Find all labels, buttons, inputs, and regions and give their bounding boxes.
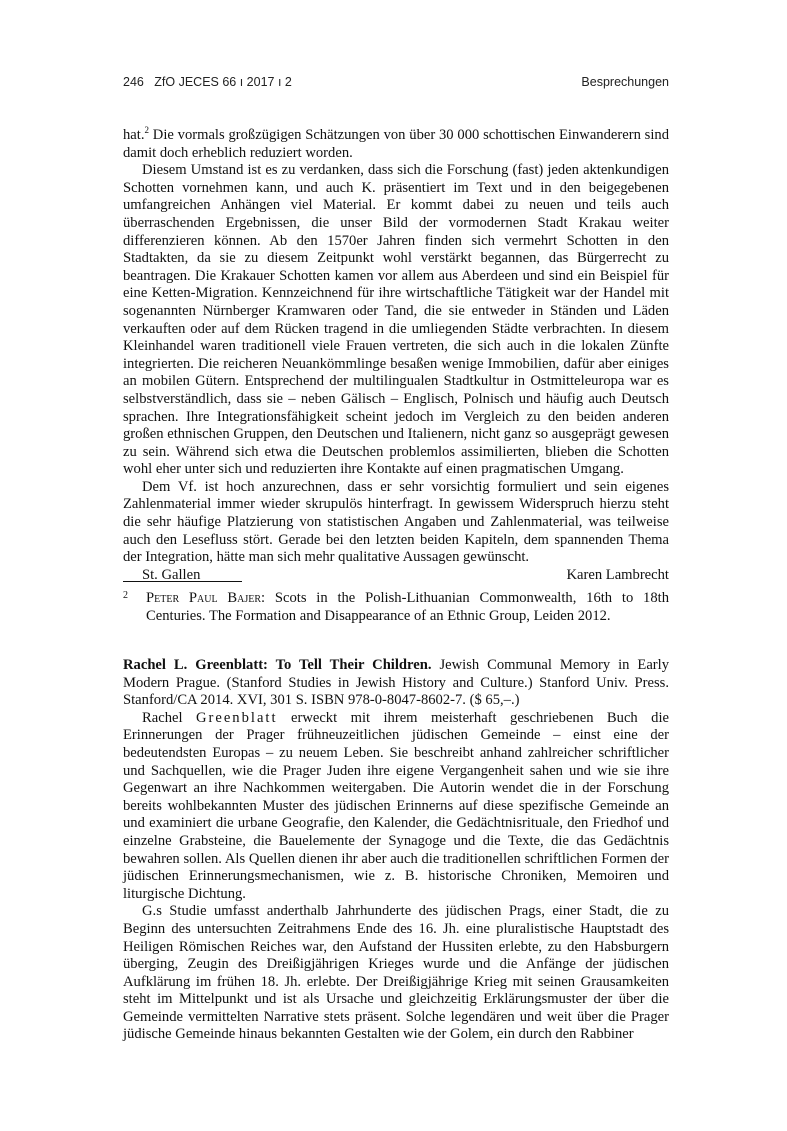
paragraph — [123, 127, 669, 162]
text-span: hat. — [123, 127, 145, 143]
footnote-text — [146, 590, 669, 625]
paragraph: G.s Studie umfasst anderthalb Jahrhunderte des jüdischen Prags, einer Stadt, die zu Beginn des untersuchten Zeitrahmens Ende des 16. Jh. eine pluralistische Hauptstadt des Heiligen Römischen Reiches war, den Aufstand der Hussiten erlebte, zu den Habsburgern überging, Zeugin des Dreißigjährigen Krieges wurde und die Anfänge der jüdischen Aufklärung im frühen 18. Jh. erlebte. Der Dreißigjährige Krieg mit seinen Grausamkeiten steht im Mittelpunkt und ist als Ursache und gleichzeitig Erklärungsmuster der über die Gemeinde vermittelten Narrative stets präsent. Solche legendären und weit über die Prager jüdische Gemeinde hinaus bekannten Gestalten wie der Golem, ein durch den Rabbiner — [123, 903, 669, 1043]
header-left — [123, 75, 292, 89]
footnote — [123, 590, 669, 625]
paragraph: Diesem Umstand ist es zu verdanken, dass sich die Forschung (fast) jeden aktenkundigen Schotten vornehmen kann, und auch K. präsentiert im Text und in den beigegebenen umfangreichen Anhängen viel Material. Er kommt dabei zu neuen und teils auch überraschenden Ergebnissen, die unser Bild der vormodernen Stadt Krakau weiter differenzieren können. Ab den 1570er Jahren finden sich vermehrt Schotten in den Stadtakten, da sie zu diesem Zeitpunkt wohl verstärkt begannen, das Bürgerrecht zu beantragen. Die Krakauer Schotten kamen vor allem aus Aberdeen und sind ein Beispiel für eine Ketten-Migration. Kennzeichnend für ihre wirtschaftliche Tätigkeit war der Handel mit sogenannten Nürnberger Kramwaren oder Tand, die sie entweder in Ständen und Läden verkauften oder auf dem Rücken tragend in die umliegenden Städte verbrachten. In diesem Kleinhandel waren traditionell viele Frauen vertreten, die sich auch in die lokalen Zünfte integrierten. Die reicheren Neuankömmlinge besaßen wenige Immobilien, dafür aber einiges an mobilen Gütern. Entsprechend der multilingualen Stadtkultur in Ostmitteleuropa war es selbstverständlich, dass sie – neben Gälisch – Englisch, Polnisch und häufig auch Deutsch sprachen. Ihre Integrationsfähigkeit scheint jedoch im Vergleich zu den beiden anderen großen ethnischen Gruppen, den Deutschen und Italienern, nicht ganz so ausgeprägt gewesen zu sein. Während sich etwa die Deutschen problemlos assimilierten, blieben die Schotten wohl eher unter sich und reduzierten ihre Kontakte auf einen pragmatischen Umgang. — [123, 162, 669, 478]
footnote-divider — [123, 581, 242, 582]
paragraph — [123, 710, 669, 904]
text-span: Die vormals großzügigen Schätzungen von über 30 000 schottischen Einwanderern sind damit doch erheblich reduziert worden. — [123, 127, 669, 161]
footnote-number: 2 — [123, 590, 128, 601]
review-continuation — [123, 127, 669, 584]
paragraph: Dem Vf. ist hoch anzurechnen, dass er sehr vorsichtig formuliert und sein eigenes Zahlenmaterial immer wieder skrupulös hinterfragt. In gewissem Widerspruch hierzu steht die sehr häufige Platzierung von statistischen Angaben und Zahlenmaterial, was teilweise auch den Lesefluss stört. Gerade bei den letzten beiden Kapiteln, dem spannenden Thema der Integration, hätte man sich mehr qualitative Aussagen gewünscht. — [123, 478, 669, 566]
section-title: Besprechungen — [581, 75, 669, 89]
text-span: erweckt mit ihrem meisterhaft geschriebenen Buch die Erinnerungen der Prager frühneuzeitlichen jüdischen Gemeinde – einst eine der bedeutendsten Europas – zu neuem Leben. Sie beschreibt anhand zahlreicher schriftlicher und Sachquellen, wie die Prager Juden ihre eigene Vergangenheit sahen und wie sie ihre Gegenwart an ihre Nachkommen weitergaben. Die Autorin wendet die in der Forschung bereits wohlbekannten Muster des jüdischen Erinnerns auf diese spezifische Gemeinde an und examiniert die urbane Geografie, den Kalender, die Gedächtnisrituale, den Friedhof und einzelne Grabsteine, die Bauelemente der Synagoge und die Texte, die das Gedächtnis bewahren sollen. Als Quellen dienen ihr aber auch die traditionellen schriftlichen Formen der jüdischen Erinnerungsmechanismen, wie z. B. historische Chroniken, Memoiren und liturgische Dichtung. — [123, 709, 669, 902]
footnote-ref: 2 — [144, 125, 149, 135]
page-number: 246 — [123, 75, 144, 89]
author-name: Greenblatt — [195, 709, 278, 726]
footnote-author: Peter Paul Bajer — [146, 590, 262, 606]
text-span: : Scots in the Polish-Lithuanian Commonwealth, 16th to 18th Centuries. The Formation and Disappearance of an Ethnic Group, Leiden 2012. — [146, 590, 669, 624]
review-heading-title: Rachel L. Greenblatt: To Tell Their Children. — [123, 657, 432, 673]
journal-title: ZfO JECES 66 ı 2017 ı 2 — [154, 75, 292, 89]
review-heading — [123, 657, 669, 710]
text-span: Jewish Communal Memory in Early Modern Prague. (Stanford Studies in Jewish History and Culture.) Stanford Univ. Press. Stanford/CA 2014. XVI, 301 S. ISBN 978-0-8047-8602-7. ($ 65,–.) — [123, 657, 670, 709]
reviewer-name: Karen Lambrecht — [566, 566, 669, 583]
review-greenblatt — [123, 657, 669, 1044]
running-header — [123, 75, 669, 93]
reviewer-place: St. Gallen — [142, 566, 201, 583]
text-span: Rachel — [142, 709, 196, 726]
